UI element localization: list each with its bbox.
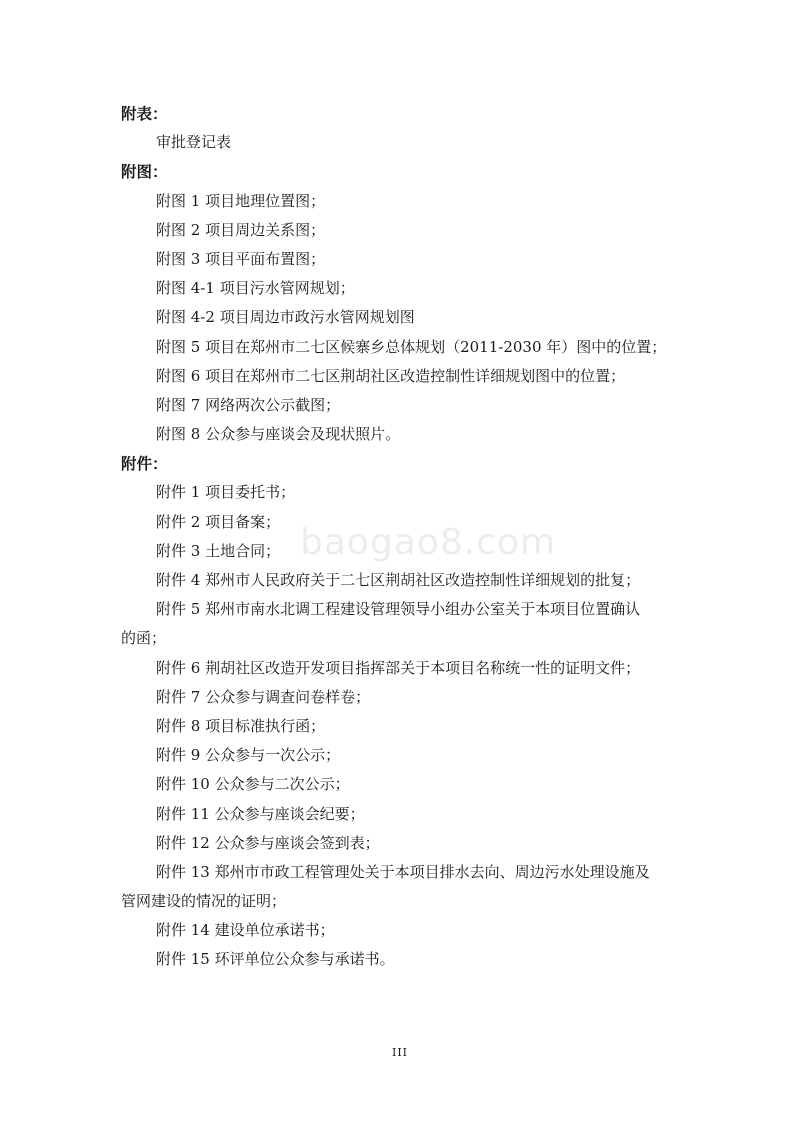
figure-item: 附图 2 项目周边关系图； <box>156 220 326 239</box>
attachment-item: 附件 7 公众参与调查问卷样卷； <box>156 687 371 706</box>
attachment-item: 附件 9 公众参与一次公示； <box>156 746 341 765</box>
appendix-list <box>121 99 691 975</box>
attachment-item: 附件 1 项目委托书； <box>156 483 296 502</box>
figure-item: 附图 5 项目在郑州市二七区候寨乡总体规划（2011-2030 年）图中的位置； <box>156 337 667 356</box>
figure-item: 附图 4-2 项目周边市政污水管网规划图 <box>156 308 415 327</box>
figure-item: 附图 1 项目地理位置图； <box>156 191 326 210</box>
attachments-heading: 附件： <box>121 454 168 474</box>
attachment-item: 附件 14 建设单位承诺书； <box>156 921 335 940</box>
attachment-item: 附件 11 公众参与座谈会纪要； <box>156 804 365 823</box>
attachment-item-continued: 管网建设的情况的证明； <box>121 892 287 911</box>
figure-item: 附图 4-1 项目污水管网规划； <box>156 279 355 298</box>
watermark: baogao8.com <box>300 522 557 563</box>
attachment-item: 附件 6 荆胡社区改造开发项目指挥部关于本项目名称统一性的证明文件； <box>156 658 641 677</box>
attachment-item: 附件 12 公众参与座谈会签到表； <box>156 833 380 852</box>
table-item: 审批登记表 <box>156 133 232 152</box>
attachment-item: 附件 15 环评单位公众参与承诺书。 <box>156 950 395 969</box>
attachment-item: 附件 5 郑州市南水北调工程建设管理领导小组办公室关于本项目位置确认 <box>156 600 641 619</box>
attachment-item: 附件 13 郑州市市政工程管理处关于本项目排水去向、周边污水处理设施及 <box>156 862 650 881</box>
attachment-item-continued: 的函； <box>121 629 167 648</box>
attachment-item: 附件 3 土地合同； <box>156 541 281 560</box>
attachment-item: 附件 8 项目标准执行函； <box>156 716 326 735</box>
figure-item: 附图 8 公众参与座谈会及现状照片。 <box>156 425 401 444</box>
attachment-item: 附件 10 公众参与二次公示； <box>156 775 350 794</box>
page-number: III <box>391 1046 409 1059</box>
figure-item: 附图 7 网络两次公示截图； <box>156 395 341 414</box>
attachment-item: 附件 2 项目备案； <box>156 512 281 531</box>
figure-item: 附图 3 项目平面布置图； <box>156 249 326 268</box>
tables-heading: 附表： <box>121 104 168 123</box>
figures-heading: 附图： <box>121 162 168 182</box>
figure-item: 附图 6 项目在郑州市二七区荆胡社区改造控制性详细规划图中的位置； <box>156 366 626 385</box>
attachment-item: 附件 4 郑州市人民政府关于二七区荆胡社区改造控制性详细规划的批复； <box>156 571 641 589</box>
